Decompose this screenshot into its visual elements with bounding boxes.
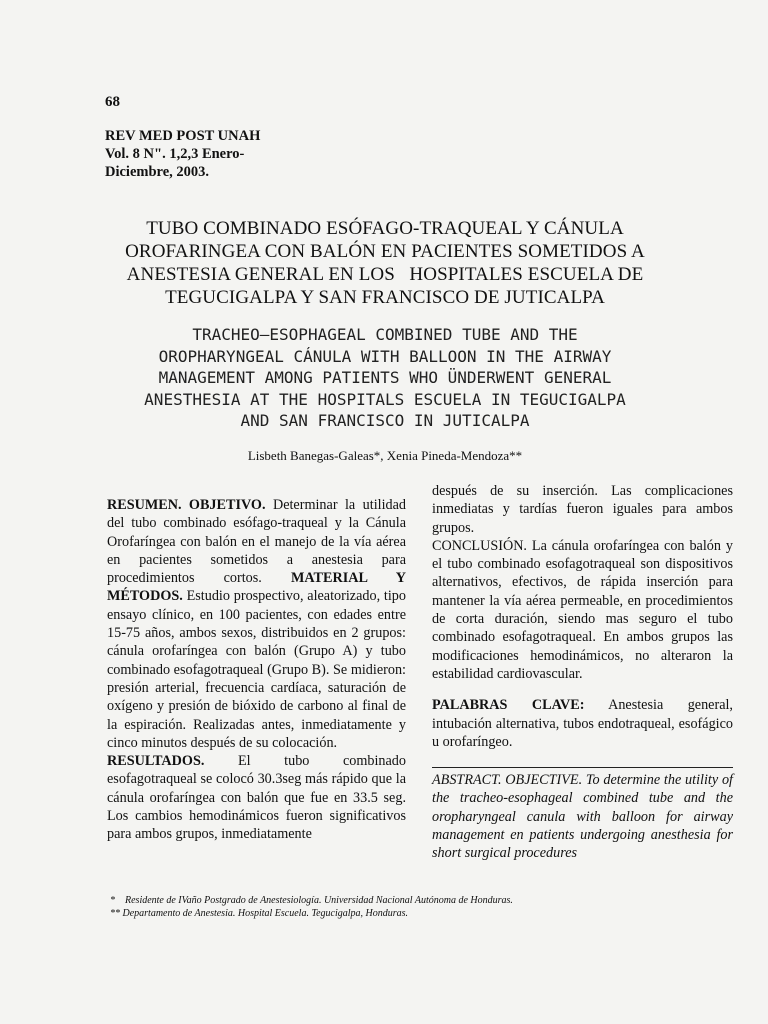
keywords-heading: PALABRAS CLAVE: <box>432 697 585 714</box>
resumen-paragraph <box>107 496 406 752</box>
resumen-heading: RESUMEN. OBJETIVO. <box>107 497 266 513</box>
title-en-line: MANAGEMENT AMONG PATIENTS WHO ÜNDERWENT GENERAL <box>158 368 612 387</box>
resumen-column <box>107 496 406 844</box>
objetivo-text: Determinar la utilidad del tubo combinado esófago-traqueal y la Cánula Orofaríngea con balón en el manejo de la vía aérea en pacientes sometidos a anestesia para procedimientos cortos. <box>107 497 406 587</box>
journal-date: Diciembre, 2003. <box>105 164 210 180</box>
resultados-paragraph <box>107 752 406 843</box>
title-es-line: ANESTESIA GENERAL EN LOS HOSPITALES ESCUELA DE <box>126 264 644 285</box>
title-en-line: ANESTHESIA AT THE HOSPITALS ESCUELA IN TEGUCIGALPA <box>144 389 626 409</box>
resultados-heading: RESULTADOS. <box>107 753 205 770</box>
title-en-line: AND SAN FRANCISCO IN JUTICALPA <box>240 411 530 430</box>
keywords-text: Anestesia general, intubación alternativa, tubos endotraqueal, esofágico u orofaríngeo. <box>432 697 733 750</box>
conclusion-paragraph: CONCLUSIÓN. La cánula orofaríngea con balón y el tubo combinado esofagotraqueal son dispositivos alternativos, efectivos, de rápida inserción para mantener la vía aérea permeable, en procedimientos de corta duración, siendo mas seguro el tubo combinado esofagotraqueal. En ambos grupos las modificaciones hemodinámicos, no alteraron la estabilidad cardiovascular. <box>432 537 733 682</box>
metodos-text: Estudio prospectivo, aleatorizado, tipo ensayo clínico, en 100 pacientes, con edades entre 15-75 años, ambos sexos, distribuidos en 2 grupos: cánula orofaríngea con balón (Grupo A) y tubo combinado esofagotraqueal (Grupo B). Se midieron: presión arterial, frecuencia cardíaca, saturación de oxígeno y presión de bióxido de carbono al final de la espiración. Realizadas antes, inmediatamente y cinco minutos después de su colocación. <box>107 588 406 751</box>
journal-name: REV MED POST UNAH <box>105 128 261 144</box>
keywords-paragraph <box>432 696 733 751</box>
page-number: 68 <box>105 94 120 110</box>
right-column <box>432 482 733 863</box>
authors: Lisbeth Banegas-Galeas*, Xenia Pineda-Mendoza** <box>247 448 523 463</box>
title-en-line: TRACHEO–ESOPHAGEAL COMBINED TUBE AND THE <box>192 325 578 344</box>
footnote-1: * Residente de IVaño Postgrado de Anestesiología. Universidad Nacional Autónoma de Honduras. <box>110 895 513 906</box>
journal-info <box>105 127 260 181</box>
title-es-line: OROFARINGEA CON BALÓN EN PACIENTES SOMETIDOS A <box>125 241 645 262</box>
title-es-line: TUBO COMBINADO ESÓFAGO-TRAQUEAL Y CÁNULA <box>146 218 624 239</box>
footnote-2: ** Departamento de Anestesia. Hospital Escuela. Tegucigalpa, Honduras. <box>110 908 409 919</box>
title-english <box>110 324 660 432</box>
footnotes <box>110 894 513 920</box>
abstract-paragraph: ABSTRACT. OBJECTIVE. To determine the utility of the tracheo-esophageal combined tube and the oropharyngeal canula with balloon for airway management en patients undergoing anesthesia for short surgical procedures <box>432 772 733 862</box>
journal-volume: Vol. 8 N". 1,2,3 Enero- <box>105 146 245 162</box>
resultados-text: El tubo combinado esofagotraqueal se colocó 30.3seg más rápido que la cánula orofaríngea con balón que fue en 33.5 seg. Los cambios hemodinámicos fueron significativos para ambos grupos, inmediatamente <box>107 753 406 843</box>
title-en-line: OROPHARYNGEAL CÁNULA WITH BALLOON IN THE AIRWAY <box>158 346 612 366</box>
abstract-divider <box>432 767 733 768</box>
title-spanish <box>110 217 660 309</box>
metodos-heading: MATERIAL Y MÉTODOS. <box>107 570 407 605</box>
title-es-line: TEGUCIGALPA Y SAN FRANCISCO DE JUTICALPA <box>165 287 605 308</box>
resultados-continuation: después de su inserción. Las complicaciones inmediatas y tardías fueron iguales para ambos grupos. <box>432 483 733 536</box>
